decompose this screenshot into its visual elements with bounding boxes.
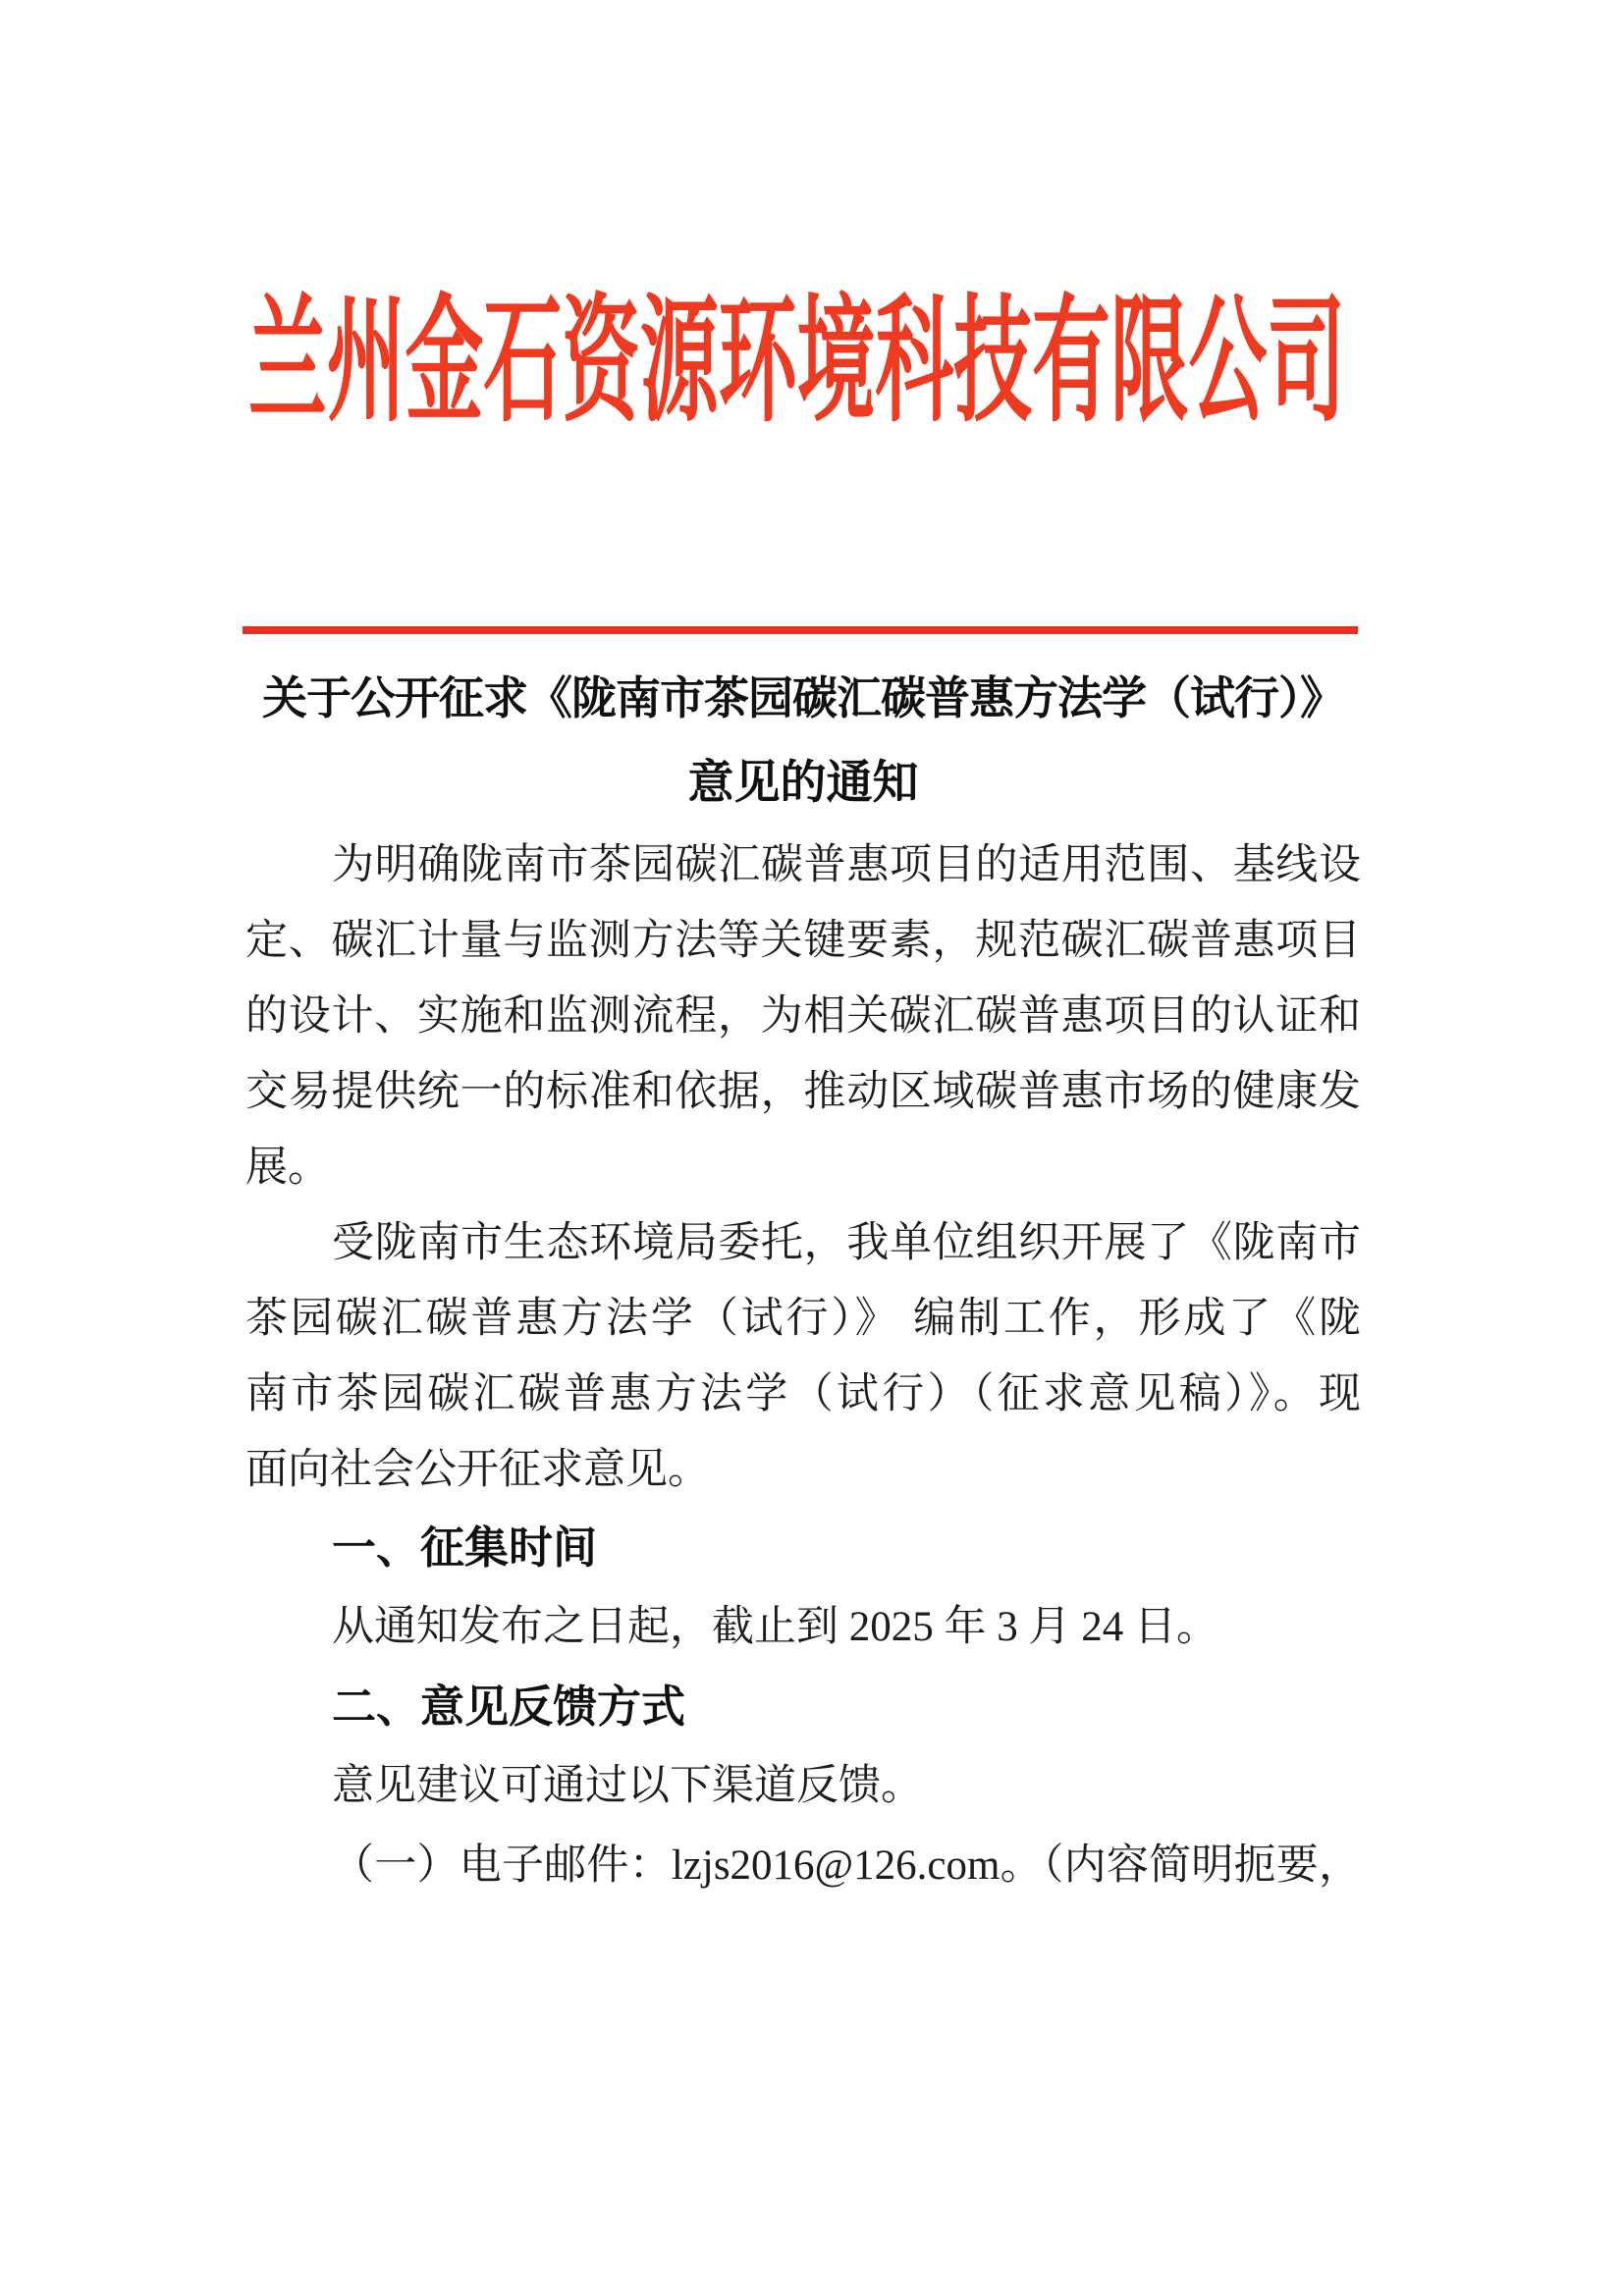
- body-line: 定、碳汇计量与监测方法等关键要素，规范碳汇碳普惠项目: [245, 918, 1361, 964]
- company-letterhead: 兰州金石资源环境科技有限公司: [248, 287, 1346, 439]
- notice-title: [245, 669, 1361, 813]
- body-line: 南市茶园碳汇碳普惠方法学（试行）（征求意见稿）》。现: [245, 1371, 1361, 1417]
- body-line: 的设计、实施和监测流程，为相关碳汇碳普惠项目的认证和: [245, 993, 1361, 1040]
- body-line: 展。: [245, 1145, 330, 1191]
- body-line-deadline: 从通知发布之日起，截止到 2025 年 3 月 24 日。: [332, 1604, 1218, 1650]
- body-line: 交易提供统一的标准和依据，推动区域碳普惠市场的健康发: [245, 1069, 1361, 1115]
- letterhead-divider-rule: [243, 626, 1358, 634]
- notice-title-line-2: 意见的通知: [687, 758, 919, 809]
- notice-title-line-1: 关于公开征求《陇南市茶园碳汇碳普惠方法学（试行）》: [262, 673, 1344, 723]
- section-heading-collection-time: 一、征集时间: [332, 1522, 598, 1573]
- body-line: 面向社会公开征求意见。: [245, 1447, 710, 1493]
- notice-body: [245, 828, 1361, 1905]
- section-heading-feedback-method: 二、意见反馈方式: [332, 1682, 686, 1732]
- body-line-email: （一）电子邮件：lzjs2016@126.com。（内容简明扼要，: [332, 1842, 1361, 1889]
- body-line: 为明确陇南市茶园碳汇碳普惠项目的适用范围、基线设: [332, 842, 1361, 888]
- body-line: 意见建议可通过以下渠道反馈。: [332, 1763, 923, 1809]
- body-line: 茶园碳汇碳普惠方法学（试行）》 编制工作，形成了《陇: [245, 1296, 1361, 1342]
- body-line: 受陇南市生态环境局委托，我单位组织开展了《陇南市: [332, 1220, 1361, 1266]
